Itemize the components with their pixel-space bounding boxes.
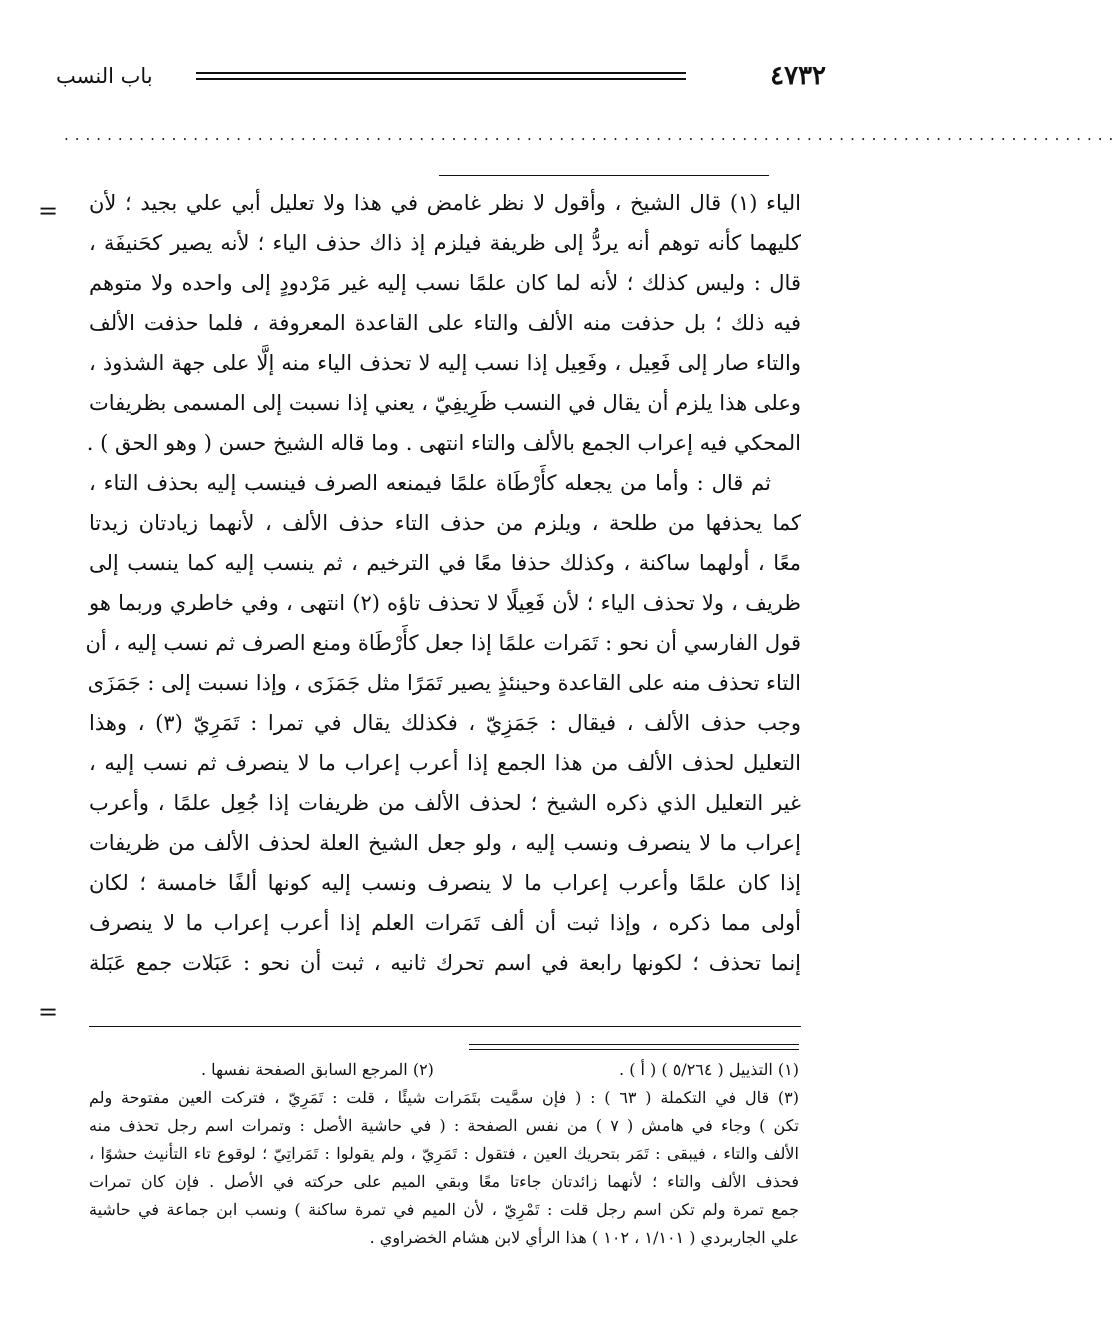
header-double-rule [196, 72, 686, 80]
text-line: والتاء صار إلى فَعِيل ، وفَعِيل إذا نسب إليه لا تحذف الياء منه إلَّا على جهة الشذوذ ، [89, 351, 801, 375]
text-line: قول الفارسي أن نحو : تَمَرات علمًا إذا جعل كأَرْطَاة ومنع الصرف ثم نسب إليه ، أن [85, 631, 801, 655]
footnote-3-line: (٣) قال في التكملة ( ٦٣ ) : ( فإن سمَّيت بتَمَرات شيئًا ، قلت : تَمَرِيّ ، فتركت العين مفتوحة ولم [89, 1088, 800, 1107]
text-line: فيه ذلك ؛ بل حذفت منه الألف والتاء على القاعدة المعروفة ، فلما حذفت الألف [89, 311, 801, 335]
footnote-separator [469, 1044, 799, 1050]
text-line: الياء (١) قال الشيخ ، وأقول لا نظر غامض في هذا ولا تعليل أبي علي بجيد ؛ لأن [89, 191, 801, 215]
footnote-pair [89, 1056, 799, 1084]
footnote-3-line: علي الجاربردي ( ١/١٠١ ، ١٠٢ ) هذا الرأي لابن هشام الخضراوي . [369, 1228, 799, 1247]
text-line: المحكي فيه إعراب الجمع بالألف والتاء انتهى . وما قاله الشيخ حسن ( وهو الحق ) . [86, 431, 801, 455]
text-line: التعليل لحذف الألف من هذا الجمع إذا أعرب إعراب ما لا ينصرف ثم نسب إليه ، [89, 751, 801, 775]
footnote-3-line: جمع تمرة ولم تكن اسم رجل قلت : تَمْرِيّ ، لأن الميم في تمرة ساكنة ) ونسب ابن جماعة في حاشية [89, 1200, 799, 1219]
text-line: قال : وليس كذلك ؛ لأنه لما كان علمًا نسب إليه غير مَرْدودٍ إلى واحده ولا متوهم [89, 271, 801, 295]
footnote-3-line: تكن ) وجاء في هامش ( ٧ ) من نفس الصفحة : ( في حاشية الأصل : وتمرات اسم رجل تحذف منه [89, 1116, 799, 1135]
last-line-underline [89, 1026, 801, 1027]
footnotes [89, 1056, 799, 1252]
running-head: باب النسب [56, 64, 153, 88]
text-line: معًا ، أولهما ساكنة ، وكذلك حذفا معًا في الترخيم ، ثم ينسب إليه كما ينسب إلى [89, 551, 801, 575]
footnote-1: (١) التذييل ( ٥/٢٦٤ ) ( أ ) . [619, 1060, 799, 1079]
footnote-3-line: فحذف الألف والتاء ؛ لأنهما زائدتان جاءتا معًا وبقي الميم على حركته في الأصل . فإن كان تمرات [89, 1172, 799, 1191]
text-line: إنما تحذف ؛ لكونها رابعة في اسم تحرك ثانيه ، ثبت أن نحو : عَبَلات جمع عَبَلة [89, 951, 801, 975]
text-line: ثم قال : وأما من يجعله كأَرْطَاة علمًا فيمنعه الصرف فينسب إليه بحذف التاء ، [89, 471, 771, 495]
text-line: غير التعليل الذي ذكره الشيخ ؛ لحذف الألف من ظريفات إذا جُعِل علمًا ، وأعرب [89, 791, 801, 815]
text-line: وعلى هذا يلزم أن يقال في النسب ظَرِيفِيّ ، يعني إذا نسبت إلى المسمى بظريفات [89, 391, 801, 415]
text-line: وجب حذف الألف ، فيقال : جَمَزِيّ ، فكذلك يقال في تمرا : تَمَرِيّ (٣) ، وهذا [89, 711, 801, 735]
footnote-2: (٢) المرجع السابق الصفحة نفسها . [200, 1060, 434, 1079]
text-line: كما يحذفها من طلحة ، ويلزم من حذف التاء حذف الألف ، لأنهما زيادتان زيدتا [89, 511, 801, 535]
text-line: التاء تحذف منه على القاعدة وحينئذٍ يصير تَمَرًا مثل جَمَزَى ، وإذا نسبت إلى : جَمَزَى [87, 671, 801, 695]
text-line: أولى مما ذكره ، وإذا ثبت أن ألف تَمَرات العلم إذا أعرب إعراب ما لا ينصرف [89, 911, 801, 935]
omission-dots: .................................................................................................. [64, 126, 1119, 144]
text-line: كليهما كأنه توهم أنه يردُّ إلى ظريفة فيلزم إذ ذاك حذف الياء ؛ لأنه يصير كحَنيفَة ، [89, 231, 801, 255]
page-header [56, 58, 826, 94]
page-number: ٤٧٣٢ [770, 61, 826, 91]
section-rule [439, 175, 769, 176]
main-text [85, 183, 801, 983]
text-line: إعراب ما لا ينصرف ونسب إليه ، ولو جعل الشيخ العلة لحذف الألف من ظريفات [89, 831, 801, 855]
text-line: ظريف ، ولا تحذف الياء ؛ لأن فَعِيلًا لا تحذف تاؤه (٢) انتهى ، وفي خاطري وربما هو [89, 591, 801, 615]
continuation-marker-top: = [38, 197, 59, 225]
footnote-3-line: الألف والتاء ، فيبقى : تَمَر بتحريك العين ، فتقول : تَمَرِيّ ، ولم يقولوا : تَمَراتِيّ ؛ لوقوع تاء التأنيث حشوًا ، [89, 1144, 799, 1163]
continuation-marker-bottom: = [38, 998, 59, 1026]
text-line: إذا كان علمًا وأعرب إعراب ما لا ينصرف ونسب إليه كونها ألفًا خامسة ؛ لكان [89, 871, 801, 895]
